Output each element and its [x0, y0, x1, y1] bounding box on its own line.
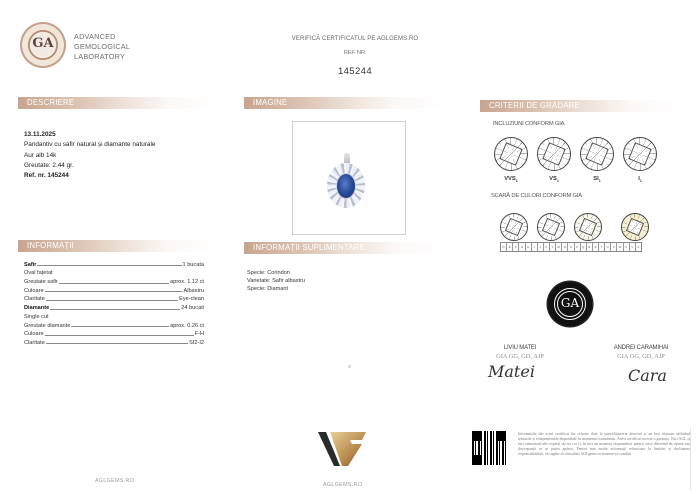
agl-seal-logo-icon — [22, 24, 64, 66]
divider — [690, 428, 691, 490]
clarity-label: $VVS_1$ — [504, 176, 518, 184]
color-grade: F — [513, 243, 519, 251]
color-grade: I — [532, 243, 538, 251]
color-grade: T — [599, 243, 605, 251]
section-imagine: IMAGINE — [244, 97, 444, 109]
diamond-clarity-icon — [623, 137, 657, 171]
section-informatii: INFORMAȚII — [18, 240, 218, 252]
signer-title: GIA GG, GD, AJP — [617, 353, 665, 360]
row-label: Greutate diamante — [24, 322, 71, 329]
color-grade: R — [587, 243, 593, 251]
row-label: Greutate safir — [24, 279, 58, 286]
color-grade: P — [575, 243, 581, 251]
metal: Aur alb 14k — [24, 151, 57, 159]
signature-andrei-caramihai: Cara — [628, 366, 667, 385]
color-grade: Z — [637, 245, 640, 249]
leader-line — [59, 283, 169, 284]
color-grade: L — [550, 243, 556, 251]
color-grade: J — [538, 243, 544, 251]
supplementary-info — [247, 269, 305, 294]
row-value: aprox. 1.12 ct — [170, 279, 204, 286]
section-criterii: CRITERII DE GRADARE — [480, 100, 680, 112]
diamond-color-icon — [574, 213, 602, 241]
leader-line — [71, 326, 169, 327]
diamond-color-icon — [537, 213, 565, 241]
sapphire-cut-row — [24, 268, 204, 277]
section-informatii-suplimentare: INFORMAȚII SUPLIMENTARE — [244, 242, 444, 254]
color-grade: M — [556, 243, 562, 251]
row-value: Albastru — [183, 287, 204, 294]
leader-line — [45, 335, 194, 336]
row-label: Claritate — [24, 339, 45, 346]
footer-site-left[interactable]: AGLGEMS.RO — [95, 478, 135, 484]
info-table — [24, 259, 204, 346]
color-grade: S — [593, 243, 599, 251]
section-descriere: DESCRIERE — [18, 97, 218, 109]
mark: ø — [348, 364, 352, 370]
color-grade: W — [617, 243, 623, 251]
diamond-color-icon — [621, 213, 649, 241]
footer-site-center[interactable]: AGLGEMS.RO — [323, 482, 363, 488]
signer-name: ANDREI CARAMIHAI — [613, 345, 669, 351]
signer-title: GIA GG, GD, AJP — [496, 353, 544, 360]
table-row — [24, 337, 204, 346]
leader-line — [46, 343, 188, 344]
reference: Ref. nr. 145244 — [24, 172, 69, 180]
clarity-label: $SI_1$ — [593, 176, 601, 184]
diamonds-cut: Single cut — [24, 313, 49, 320]
color-scale-bar — [500, 242, 642, 252]
verify-link[interactable]: VERIFICĂ CERTIFICATUL PE AGLGEMS.RO — [291, 36, 419, 42]
table-row — [24, 276, 204, 285]
supp-line: Specie: Corindon — [247, 270, 290, 276]
diamonds-cut-row — [24, 311, 204, 320]
row-value: Eye-clean — [179, 296, 204, 303]
inclusions-title: INCLUZIUNI CONFORM GIA — [493, 121, 565, 127]
leader-line — [46, 300, 178, 301]
color-grade: Q — [581, 243, 587, 251]
sapphire-title: Safir — [24, 261, 37, 268]
signature-liviu-matei: Matei — [488, 362, 535, 381]
diamond-color-icon — [500, 213, 528, 241]
leader-line — [37, 265, 181, 266]
color-grade: E — [507, 243, 513, 251]
color-grade: H — [526, 243, 532, 251]
row-value: F-H — [194, 331, 204, 338]
color-grade: X — [624, 243, 630, 251]
color-grade: O — [568, 243, 574, 251]
aglgems-vg-logo-icon — [318, 432, 366, 468]
diamonds-header-row — [24, 302, 204, 311]
leader-line — [45, 291, 183, 292]
diamond-clarity-icon — [580, 137, 614, 171]
qr-code[interactable] — [472, 431, 506, 465]
row-value: aprox. 0.26 ct — [170, 322, 204, 329]
diamonds-title: Diamante — [24, 305, 50, 312]
disclaimer-text: Informațiile din acest certificat fac referire doar la piatra/bijuteria descrisă și au fost obținute utilizând tehnicile și echipamentele disponibile în momentul examinării. Acest certificat nu este o garanție. Nici AGL și nici semnatarii/alte experți săi nu vor fi, în nici un moment răspunzători pentru orice diferență de opinie sau discrepanță ce ar putea apărea. Pentru mai multe informații referitoare la limitări și declinarea responsabilității, vă rugăm să consultați AGLgems.ro/termeni-și-condiții. — [518, 432, 690, 457]
color-grade: N — [562, 243, 568, 251]
row-label: Culoare — [24, 287, 44, 294]
sapphire-count: 1 bucata — [182, 261, 204, 268]
lab-name — [74, 32, 130, 62]
agl-monogram: GA — [560, 296, 580, 310]
row-value: SI2-I2 — [189, 339, 204, 346]
lab-name-line: LABORATORY — [74, 52, 126, 61]
color-grade: U — [605, 243, 611, 251]
clarity-label: $I_1$ — [638, 176, 642, 184]
ref-number: 145244 — [337, 66, 373, 77]
color-grade: Y — [630, 243, 636, 251]
sapphire-stone — [336, 173, 356, 199]
diamond-clarity-icon — [494, 137, 528, 171]
table-row — [24, 294, 204, 303]
color-grade: D — [501, 243, 507, 251]
color-grade: G — [519, 243, 525, 251]
diamonds-count: 24 bucati — [181, 305, 204, 312]
clarity-label: $VS_1$ — [549, 176, 559, 184]
table-row — [24, 285, 204, 294]
color-grade: K — [544, 243, 550, 251]
agl-black-seal-icon — [548, 282, 592, 326]
lab-name-line: GEMOLOGICAL — [74, 42, 131, 51]
color-scale-title: SCARĂ DE CULORI CONFORM GIA — [491, 193, 582, 199]
supp-line: Varietate: Safir albastru — [247, 278, 306, 285]
row-label: Culoare — [24, 331, 44, 338]
signer-name: LIVIU MATEI — [503, 345, 537, 351]
description-block — [24, 130, 155, 181]
sapphire-header-row — [24, 259, 204, 268]
color-grade: V — [611, 243, 617, 251]
item-description: Pandantiv cu safir natural și diamante naturale — [24, 141, 156, 149]
diamond-clarity-icon — [537, 137, 571, 171]
table-row — [24, 329, 204, 338]
row-label: Claritate — [24, 296, 45, 303]
lab-name-line: ADVANCED — [74, 32, 116, 41]
sapphire-cut: Oval fațetat — [24, 270, 53, 277]
weight: Greutate: 2.44 gr. — [24, 161, 74, 169]
certificate-date: 13.11.2025 — [24, 131, 56, 138]
supp-line: Specie: Diamant — [247, 286, 289, 293]
leader-line — [50, 309, 180, 310]
agl-monogram: GA — [32, 36, 54, 51]
ref-label: REF. NR. — [343, 50, 367, 56]
table-row — [24, 320, 204, 329]
